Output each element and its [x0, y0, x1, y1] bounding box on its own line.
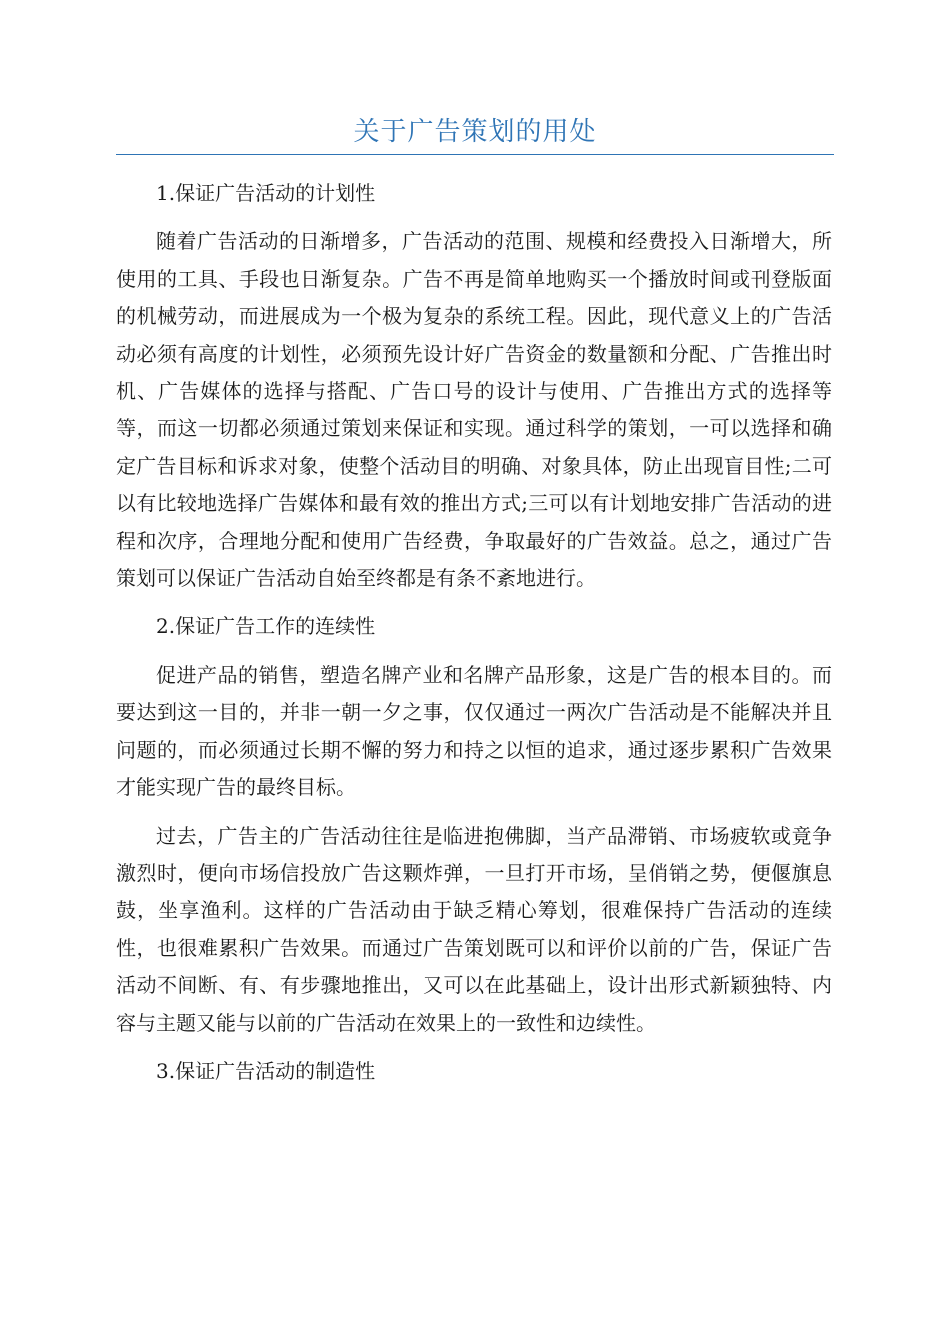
- document-body: [116, 175, 832, 1101]
- paragraph: 促进产品的销售，塑造名牌产业和名牌产品形象，这是广告的根本目的。而要达到这一目的，并非一朝一夕之事，仅仅通过一两次广告活动是不能解决并且问题的，而必须通过长期不懈的努力和持之以恒的追求，通过逐步累积广告效果才能实现广告的最终目标。: [116, 662, 832, 800]
- section-heading: 2.保证广告工作的连续性: [156, 614, 376, 639]
- paragraph: 随着广告活动的日渐增多，广告活动的范围、规模和经费投入日渐增大，所使用的工具、手段也日渐复杂。广告不再是简单地购买一个播放时间或刊登版面的机械劳动，而进展成为一个极为复杂的系统工程。因此，现代意义上的广告活动必须有高度的计划性，必须预先设计好广告资金的数量额和分配、广告推出时机、广告媒体的选择与搭配、广告口号的设计与使用、广告推出方式的选择等等，而这一切都必须通过策划来保证和实现。通过科学的策划，一可以选择和确定广告目标和诉求对象，使整个活动目的明确、对象具体，防止出现盲目性;二可以有比较地选择广告媒体和最有效的推出方式;三可以有计划地安排广告活动的进程和次序，合理地分配和使用广告经费，争取最好的广告效益。总之，通过广告策划可以保证广告活动自始至终都是有条不紊地进行。: [116, 229, 832, 591]
- paragraph: 过去，广告主的广告活动往往是临进抱佛脚，当产品滞销、市场疲软或竟争激烈时，便向市场信投放广告这颗炸弹，一旦打开市场，呈俏销之势，便偃旗息鼓，坐享渔利。这样的广告活动由于缺乏精心筹划，很难保持广告活动的连续性，也很难累积广告效果。而通过广告策划既可以和评价以前的广告，保证广告活动不间断、有、有步骤地推出，又可以在此基础上，设计出形式新颖独特、内容与主题又能与以前的广告活动在效果上的一致性和边续性。: [116, 823, 832, 1035]
- section-heading: 3.保证广告活动的制造性: [156, 1058, 376, 1083]
- document-title: 关于广告策划的用处: [353, 117, 597, 147]
- section-heading: 1.保证广告活动的计划性: [156, 181, 376, 205]
- title-underline: [116, 154, 834, 155]
